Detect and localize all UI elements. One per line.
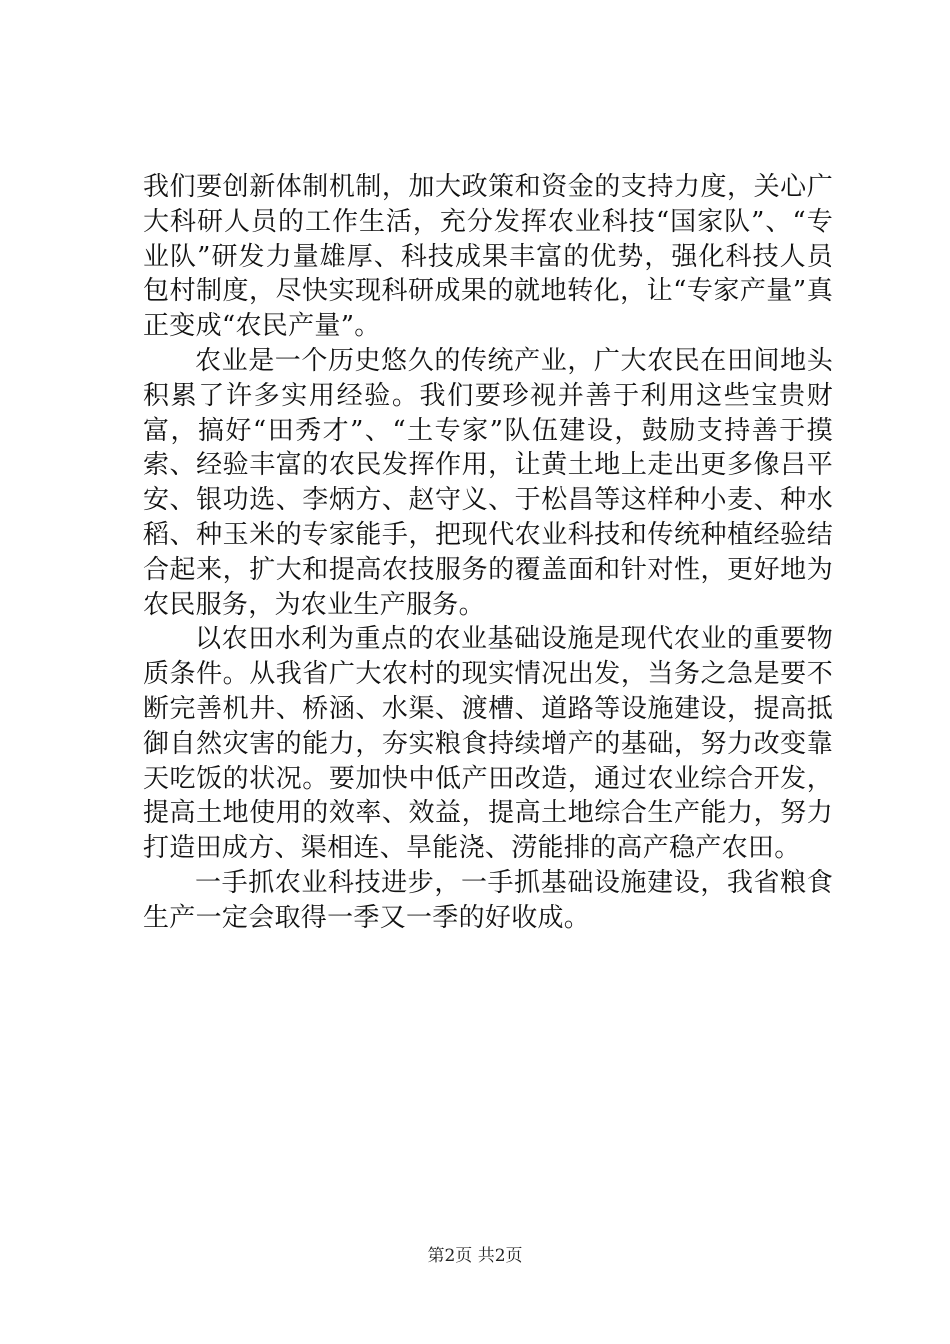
paragraph-4: 一手抓农业科技进步，一手抓基础设施建设，我省粮食生产一定会取得一季又一季的好收成。: [143, 867, 833, 933]
document-body: [143, 170, 833, 936]
page-number-footer: 第2页 共2页: [427, 1246, 523, 1266]
paragraph-2: 农业是一个历史悠久的传统产业，广大农民在田间地头积累了许多实用经验。我们要珍视并善于利用这些宝贵财富，搞好“田秀才”、“土专家”队伍建设，鼓励支持善于摸索、经验丰富的农民发挥作用，让黄土地上走出更多像吕平安、银功选、李炳方、赵守义、于松昌等这样种小麦、种水稻、种玉米的专家能手，把现代农业科技和传统种植经验结合起来，扩大和提高农技服务的覆盖面和针对性，更好地为农民服务，为农业生产服务。: [143, 345, 833, 620]
paragraph-1: 我们要创新体制机制，加大政策和资金的支持力度，关心广大科研人员的工作生活，充分发挥农业科技“国家队”、“专业队”研发力量雄厚、科技成果丰富的优势，强化科技人员包村制度，尽快实现科研成果的就地转化，让“专家产量”真正变成“农民产量”。: [143, 172, 833, 342]
paragraph-3: 以农田水利为重点的农业基础设施是现代农业的重要物质条件。从我省广大农村的现实情况出发，当务之急是要不断完善机井、桥涵、水渠、渡槽、道路等设施建设，提高抵御自然灾害的能力，夯实粮食持续增产的基础，努力改变靠天吃饭的状况。要加快中低产田改造，通过农业综合开发，提高土地使用的效率、效益，提高土地综合生产能力，努力打造田成方、渠相连、旱能浇、涝能排的高产稳产农田。: [143, 624, 833, 864]
